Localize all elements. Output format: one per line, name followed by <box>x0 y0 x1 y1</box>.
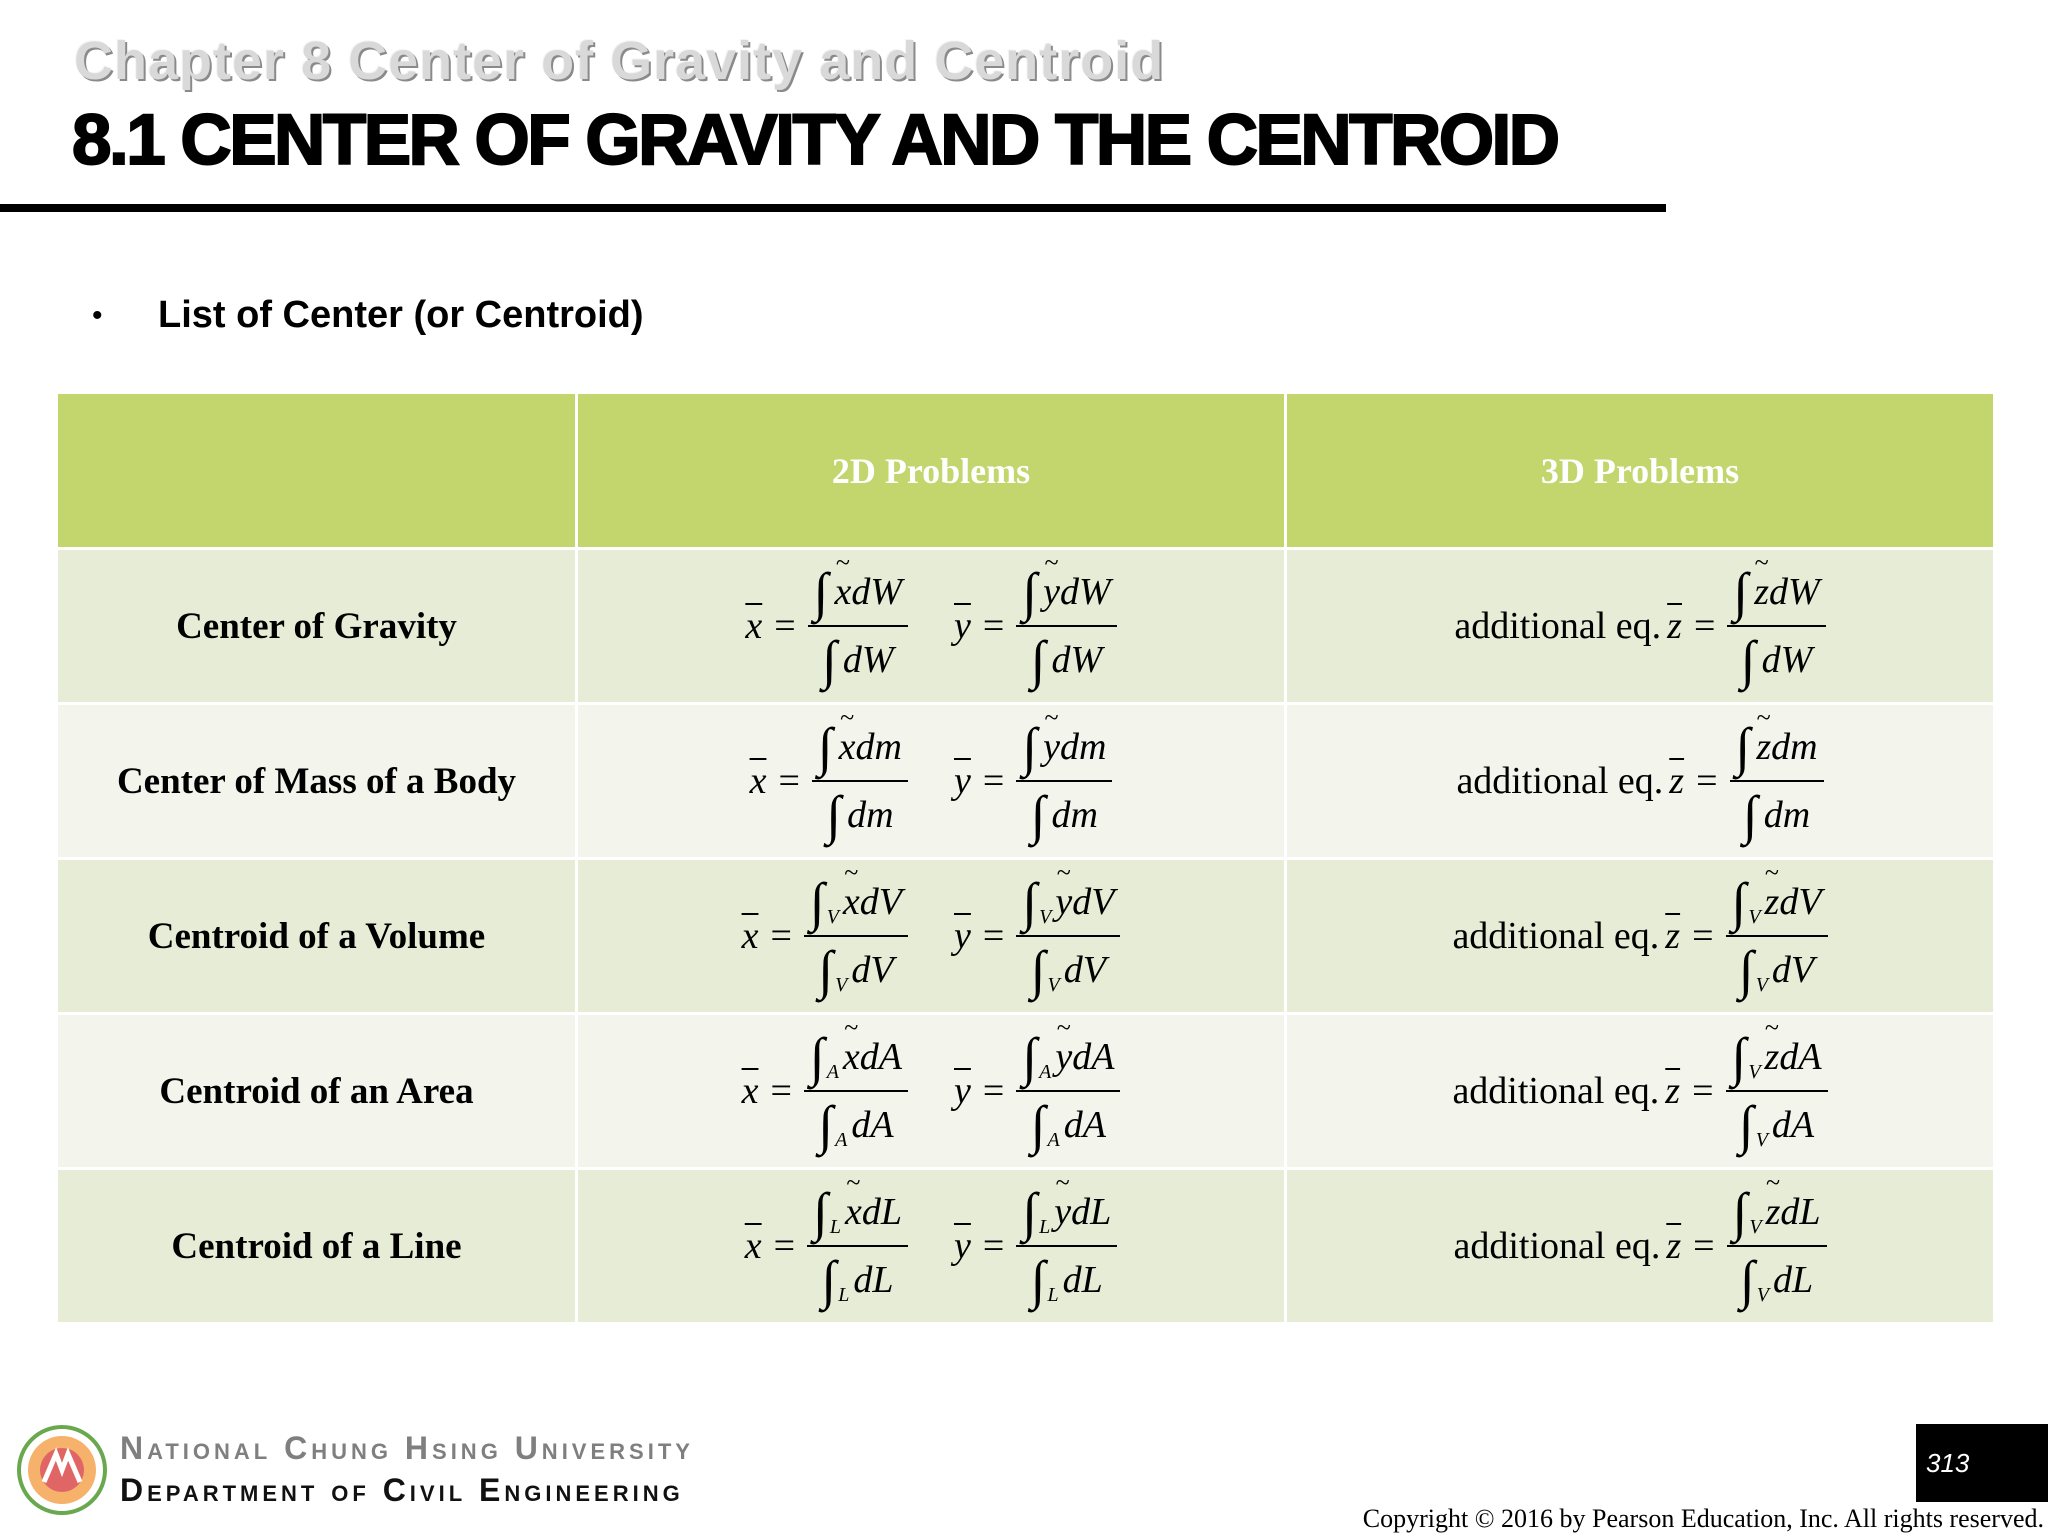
mean-variable: $\overline{z}$ <box>1665 915 1681 957</box>
footer-department: Department of Civil Engineering <box>120 1472 684 1508</box>
chapter-title: Chapter 8 Center of Gravity and Centroid <box>74 31 1165 91</box>
tilde-variable: ~ x <box>843 1035 860 1079</box>
mean-variable: $\overline{y}$ <box>954 1070 971 1112</box>
additional-label: additional eq. <box>1453 1225 1661 1267</box>
integral-symbol: ∫ <box>1030 630 1046 690</box>
fraction <box>812 717 908 845</box>
differential: dA <box>851 1104 894 1146</box>
fraction <box>1016 1027 1120 1155</box>
fraction-denominator <box>1733 937 1820 1000</box>
integral-domain: V <box>1039 906 1052 928</box>
fraction-numerator <box>1726 872 1828 937</box>
integral-symbol: ∫ <box>818 1095 834 1155</box>
differential: dV <box>1771 949 1815 991</box>
mean-variable: $\overline{x}$ <box>749 760 767 802</box>
mean-variable: $\overline{x}$ <box>741 1070 759 1112</box>
fraction-numerator <box>804 872 908 937</box>
row-label: Centroid of an Area <box>57 1014 577 1169</box>
differential: dL <box>1772 1259 1814 1301</box>
fraction-denominator <box>820 782 899 845</box>
fraction <box>808 562 908 690</box>
equals-sign: = <box>1692 1070 1714 1112</box>
equals-sign: = <box>982 605 1005 647</box>
fraction-denominator <box>1737 782 1816 845</box>
differential: dL <box>861 1191 902 1233</box>
integral-domain: V <box>1755 974 1768 996</box>
university-logo <box>16 1424 108 1516</box>
bullet-icon: • <box>92 298 103 332</box>
differential: dA <box>1072 1036 1115 1078</box>
integral-domain: A <box>835 1129 848 1151</box>
integral-symbol: ∫ <box>1735 717 1751 777</box>
integral-symbol: ∫ <box>817 717 833 777</box>
tilde-variable: ~ y <box>1043 725 1060 769</box>
mean-variable: $\overline{z}$ <box>1666 1225 1682 1267</box>
fraction-denominator <box>1025 627 1108 690</box>
fraction-numerator <box>1016 872 1120 937</box>
differential: dm <box>847 794 894 836</box>
fraction-numerator <box>808 562 908 627</box>
additional-label: additional eq. <box>1452 1070 1660 1112</box>
differential: dA <box>859 1036 902 1078</box>
equation-y <box>954 717 1112 845</box>
fraction <box>1016 717 1112 845</box>
integral-domain: L <box>1047 1284 1059 1306</box>
equation-y <box>954 872 1120 1000</box>
differential: dV <box>851 949 894 991</box>
equals-sign: = <box>774 605 796 647</box>
fraction-numerator <box>1016 717 1112 782</box>
table-row <box>57 704 1995 859</box>
fraction-numerator <box>1727 1182 1827 1247</box>
cell-2d <box>577 1014 1286 1169</box>
fraction-numerator <box>1730 717 1824 782</box>
fraction-denominator <box>1025 1092 1112 1155</box>
tilde-variable: ~ y <box>1055 880 1072 924</box>
differential: dW <box>1051 639 1103 681</box>
table-header-2d: 2D Problems <box>577 393 1286 549</box>
differential: dL <box>1062 1259 1103 1301</box>
fraction <box>1726 872 1828 1000</box>
integral-symbol: ∫ <box>1733 562 1749 622</box>
equals-sign: = <box>770 915 792 957</box>
fraction-denominator <box>1735 627 1818 690</box>
fraction-numerator <box>812 717 908 782</box>
equation-y <box>954 1182 1117 1310</box>
integral-symbol: ∫ <box>818 940 834 1000</box>
tilde-variable: ~ z <box>1765 880 1780 924</box>
integral-domain: L <box>1039 1216 1051 1238</box>
cell-3d <box>1286 1014 1995 1169</box>
mean-variable: $\overline{y}$ <box>954 1225 971 1267</box>
integral-symbol: ∫ <box>1030 1095 1046 1155</box>
equation-x <box>741 872 908 1000</box>
table-header-3d: 3D Problems <box>1286 393 1995 549</box>
integral-symbol: ∫ <box>1738 940 1754 1000</box>
fraction <box>804 872 908 1000</box>
differential: dW <box>851 571 902 613</box>
integral-symbol: ∫ <box>1022 717 1038 777</box>
equation-y <box>954 562 1117 690</box>
title-divider <box>0 204 1666 212</box>
mean-variable: $\overline{x}$ <box>745 605 763 647</box>
differential: dm <box>1771 726 1818 768</box>
table-header-row <box>57 393 1995 549</box>
integral-domain: V <box>826 906 839 928</box>
page-number: 313 <box>1916 1424 2048 1502</box>
equation-z <box>1452 1027 1827 1155</box>
cell-2d <box>577 549 1286 704</box>
fraction <box>1727 1182 1827 1310</box>
copyright-notice: Copyright © 2016 by Pearson Education, Inc. All rights reserved. <box>1362 1504 2044 1533</box>
integral-symbol: ∫ <box>1731 872 1747 932</box>
integral-symbol: ∫ <box>821 1250 837 1310</box>
slide-title: 8.1 CENTER OF GRAVITY AND THE CENTROID <box>72 101 1558 180</box>
mean-variable: $\overline{z}$ <box>1667 605 1682 647</box>
integral-symbol: ∫ <box>1030 785 1046 845</box>
cell-3d <box>1286 859 1995 1014</box>
integral-domain: V <box>1748 906 1761 928</box>
differential: dL <box>853 1259 894 1301</box>
tilde-variable: ~ y <box>1055 1035 1072 1079</box>
row-label: Center of Mass of a Body <box>57 704 577 859</box>
integral-domain: V <box>1047 974 1060 996</box>
fraction-denominator <box>1733 1092 1820 1155</box>
differential: dW <box>1059 571 1111 613</box>
fraction-denominator <box>816 1247 900 1310</box>
cell-2d <box>577 859 1286 1014</box>
equals-sign: = <box>982 1070 1005 1112</box>
bullet-item <box>92 294 644 337</box>
equals-sign: = <box>778 760 800 802</box>
integral-domain: V <box>1748 1061 1761 1083</box>
equals-sign: = <box>982 1225 1005 1267</box>
cell-3d <box>1286 1169 1995 1324</box>
equals-sign: = <box>1696 760 1718 802</box>
cell-3d <box>1286 704 1995 859</box>
fraction-numerator <box>1727 562 1825 627</box>
fraction-denominator <box>812 937 899 1000</box>
tilde-variable: ~ z <box>1765 1035 1780 1079</box>
differential: dW <box>1769 571 1820 613</box>
fraction-denominator <box>1025 937 1112 1000</box>
fraction <box>1016 872 1120 1000</box>
additional-label: additional eq. <box>1456 760 1664 802</box>
table-header-blank <box>57 393 577 549</box>
integral-symbol: ∫ <box>822 630 837 690</box>
mean-variable: $\overline{z}$ <box>1669 760 1685 802</box>
equation-x <box>741 1027 908 1155</box>
row-label: Centroid of a Line <box>57 1169 577 1324</box>
integral-symbol: ∫ <box>1738 1095 1754 1155</box>
equals-sign: = <box>1692 915 1714 957</box>
integral-symbol: ∫ <box>809 1027 825 1087</box>
additional-label: additional eq. <box>1454 605 1662 647</box>
row-label: Center of Gravity <box>57 549 577 704</box>
mean-variable: $\overline{x}$ <box>741 915 759 957</box>
equation-x <box>749 717 908 845</box>
fraction <box>1726 1027 1828 1155</box>
fraction <box>1730 717 1824 845</box>
tilde-variable: ~ x <box>834 570 851 614</box>
fraction <box>804 1027 908 1155</box>
table-row <box>57 859 1995 1014</box>
differential: dL <box>1780 1191 1821 1233</box>
differential: dW <box>842 639 894 681</box>
fraction-numerator <box>807 1182 908 1247</box>
integral-symbol: ∫ <box>1731 1027 1747 1087</box>
differential: dL <box>1071 1191 1112 1233</box>
integral-symbol: ∫ <box>813 1182 828 1242</box>
fraction-denominator <box>816 627 899 690</box>
equals-sign: = <box>982 915 1005 957</box>
table-row <box>57 1014 1995 1169</box>
equation-z <box>1453 1182 1826 1310</box>
cell-2d <box>577 1169 1286 1324</box>
integral-domain: V <box>1749 1216 1762 1238</box>
integral-symbol: ∫ <box>1030 1250 1046 1310</box>
fraction-numerator <box>804 1027 908 1092</box>
fraction <box>1727 562 1825 690</box>
differential: dm <box>1763 794 1811 836</box>
differential: dV <box>1779 881 1822 923</box>
fraction-numerator <box>1016 1182 1117 1247</box>
tilde-variable: ~ z <box>1766 1190 1781 1234</box>
integral-symbol: ∫ <box>809 872 825 932</box>
integral-domain: V <box>1755 1129 1768 1151</box>
equation-z <box>1454 562 1825 690</box>
differential: dV <box>1072 881 1115 923</box>
fraction <box>1016 1182 1117 1310</box>
fraction-numerator <box>1016 1027 1120 1092</box>
tilde-variable: ~ y <box>1054 1190 1071 1234</box>
mean-variable: $\overline{y}$ <box>954 915 971 957</box>
differential: dm <box>855 726 902 768</box>
differential: dV <box>859 881 902 923</box>
row-label: Centroid of a Volume <box>57 859 577 1014</box>
mean-variable: $\overline{x}$ <box>744 1225 762 1267</box>
differential: dA <box>1771 1104 1815 1146</box>
integral-symbol: ∫ <box>813 562 829 622</box>
cell-3d <box>1286 549 1995 704</box>
integral-symbol: ∫ <box>826 785 842 845</box>
integral-domain: V <box>835 974 848 996</box>
cell-2d <box>577 704 1286 859</box>
integral-symbol: ∫ <box>1022 872 1038 932</box>
mean-variable: $\overline{z}$ <box>1665 1070 1681 1112</box>
fraction-denominator <box>812 1092 899 1155</box>
integral-symbol: ∫ <box>1022 562 1038 622</box>
integral-domain: V <box>1756 1284 1769 1306</box>
tilde-variable: ~ x <box>845 1190 862 1234</box>
equation-y <box>954 1027 1120 1155</box>
equals-sign: = <box>1693 1225 1715 1267</box>
differential: dm <box>1059 726 1107 768</box>
integral-domain: L <box>829 1216 841 1238</box>
integral-symbol: ∫ <box>1740 630 1756 690</box>
equation-z <box>1456 717 1823 845</box>
equals-sign: = <box>982 760 1005 802</box>
table-row <box>57 549 1995 704</box>
equals-sign: = <box>1693 605 1716 647</box>
integral-symbol: ∫ <box>1022 1027 1038 1087</box>
equals-sign: = <box>770 1070 792 1112</box>
differential: dA <box>1063 1104 1106 1146</box>
fraction-numerator <box>1016 562 1116 627</box>
equals-sign: = <box>773 1225 796 1267</box>
integral-domain: A <box>1039 1061 1052 1083</box>
differential: dA <box>1779 1036 1822 1078</box>
integral-symbol: ∫ <box>1030 940 1046 1000</box>
differential: dm <box>1051 794 1098 836</box>
footer-university: National Chung Hsing University <box>120 1430 694 1466</box>
fraction-denominator <box>1025 782 1104 845</box>
integral-symbol: ∫ <box>1739 1250 1755 1310</box>
tilde-variable: ~ z <box>1754 570 1769 614</box>
integral-symbol: ∫ <box>1732 1182 1748 1242</box>
centroid-table <box>55 391 1996 1325</box>
differential: dW <box>1761 639 1813 681</box>
fraction-denominator <box>1734 1247 1819 1310</box>
equation-x <box>744 1182 908 1310</box>
equation-z <box>1452 872 1827 1000</box>
fraction <box>1016 562 1116 690</box>
additional-label: additional eq. <box>1452 915 1660 957</box>
bullet-text: List of Center (or Centroid) <box>158 294 644 336</box>
differential: dV <box>1063 949 1106 991</box>
tilde-variable: ~ y <box>1043 570 1060 614</box>
fraction-denominator <box>1025 1247 1109 1310</box>
tilde-variable: ~ x <box>843 880 860 924</box>
mean-variable: $\overline{y}$ <box>954 605 971 647</box>
integral-domain: A <box>1047 1129 1060 1151</box>
table-row <box>57 1169 1995 1324</box>
integral-symbol: ∫ <box>1022 1182 1038 1242</box>
fraction <box>807 1182 908 1310</box>
equation-x <box>745 562 908 690</box>
mean-variable: $\overline{y}$ <box>954 760 971 802</box>
fraction-numerator <box>1726 1027 1828 1092</box>
tilde-variable: ~ x <box>839 725 856 769</box>
integral-symbol: ∫ <box>1742 785 1758 845</box>
tilde-variable: ~ z <box>1756 725 1771 769</box>
integral-domain: A <box>826 1061 839 1083</box>
integral-domain: L <box>838 1284 850 1306</box>
